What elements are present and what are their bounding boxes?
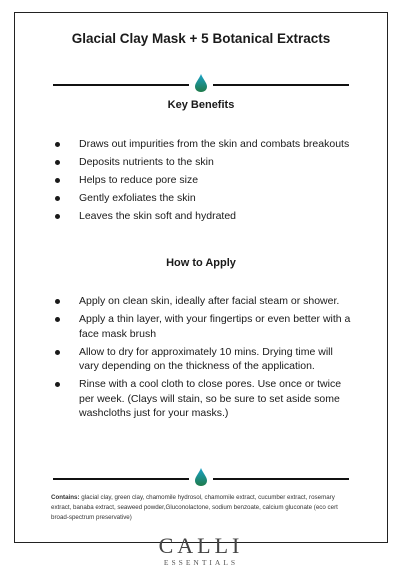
bullet-dot-icon (55, 214, 60, 219)
list-item: Deposits nutrients to the skin (55, 155, 353, 170)
top-divider (53, 75, 349, 95)
page-title: Glacial Clay Mask + 5 Botanical Extracts (71, 31, 331, 46)
list-item: Helps to reduce pore size (55, 173, 353, 188)
brand-tagline: ESSENTIALS (163, 558, 239, 567)
bullet-dot-icon (55, 142, 60, 147)
water-drop-icon (194, 467, 208, 487)
ingredients-text (51, 493, 353, 523)
key-benefits-heading: Key Benefits (167, 99, 235, 111)
list-item: Leaves the skin soft and hydrated (55, 209, 353, 224)
bullet-dot-icon (55, 160, 60, 165)
product-card (14, 12, 388, 543)
list-item: Gently exfoliates the skin (55, 191, 353, 206)
bullet-dot-icon (55, 299, 60, 304)
how-to-apply-list (55, 294, 353, 424)
ingredients-label: Contains: (51, 494, 80, 501)
bullet-dot-icon (55, 196, 60, 201)
key-benefits-list (55, 137, 353, 227)
ingredients-list: glacial clay, green clay, chamomile hydrosol, chamomile extract, cucumber extract, rosemary extract, banaba extract, seaweed powder,Gluconolactone, sodium benzoate, calcium gluconate (eco cert broad-spectrum preservative) (51, 494, 338, 521)
bullet-dot-icon (55, 317, 60, 322)
list-item: Apply a thin layer, with your fingertips or even better with a face mask brush (55, 312, 353, 341)
list-item: Allow to dry for approximately 10 mins. Drying time will vary depending on the thickness of the application. (55, 345, 353, 374)
bullet-dot-icon (55, 178, 60, 183)
how-to-apply-heading: How to Apply (166, 257, 236, 269)
list-item: Rinse with a cool cloth to close pores. Use once or twice per week. (Clays will stain, so be sure to set aside some washcloths just for your masks.) (55, 377, 353, 421)
list-item: Draws out impurities from the skin and combats breakouts (55, 137, 353, 152)
bullet-dot-icon (55, 382, 60, 387)
water-drop-icon (194, 73, 208, 93)
brand-name: CALLI (158, 533, 244, 558)
brand-logo (0, 535, 402, 567)
list-item: Apply on clean skin, ideally after facial steam or shower. (55, 294, 353, 309)
bottom-divider (53, 469, 349, 489)
bullet-dot-icon (55, 350, 60, 355)
